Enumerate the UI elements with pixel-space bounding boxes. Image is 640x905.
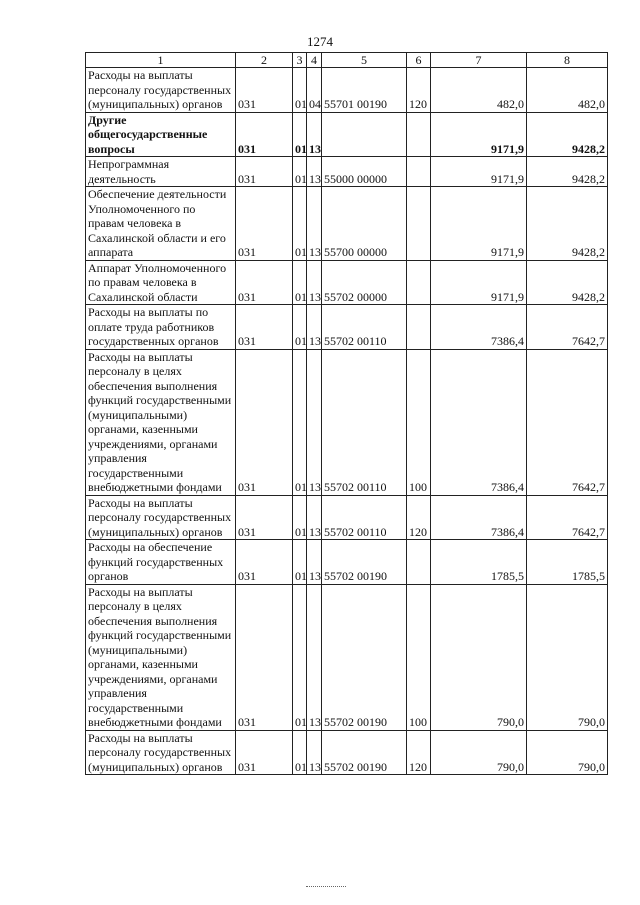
row-amount-year-1: 9171,9 — [431, 260, 527, 305]
header-col-1: 1 — [86, 53, 236, 68]
row-code-ministry: 031 — [236, 260, 293, 305]
row-name: Аппарат Уполномоченного по правам человека в Сахалинской области — [86, 260, 236, 305]
table-row — [86, 349, 608, 495]
row-code-section: 01 — [293, 112, 307, 157]
row-code-section: 01 — [293, 495, 307, 540]
row-code-subsection: 13 — [307, 349, 322, 495]
row-code-ministry: 031 — [236, 349, 293, 495]
table-row — [86, 68, 608, 113]
table-row — [86, 730, 608, 775]
row-amount-year-2: 7642,7 — [527, 349, 608, 495]
row-code-expense-type — [407, 157, 431, 187]
row-code-subsection: 13 — [307, 187, 322, 261]
row-amount-year-1: 9171,9 — [431, 157, 527, 187]
row-amount-year-1: 1785,5 — [431, 540, 527, 585]
table-row — [86, 305, 608, 350]
row-amount-year-2: 7642,7 — [527, 495, 608, 540]
row-code-ministry: 031 — [236, 68, 293, 113]
row-code-ministry: 031 — [236, 112, 293, 157]
row-amount-year-1: 9171,9 — [431, 187, 527, 261]
row-code-target: 55702 00110 — [322, 305, 407, 350]
row-code-target: 55702 00110 — [322, 349, 407, 495]
row-code-expense-type — [407, 112, 431, 157]
row-code-expense-type — [407, 187, 431, 261]
row-code-subsection: 13 — [307, 540, 322, 585]
header-col-3: 3 — [293, 53, 307, 68]
row-code-expense-type: 100 — [407, 584, 431, 730]
row-name: Расходы на выплаты по оплате труда работников государственных органов — [86, 305, 236, 350]
row-code-target: 55702 00110 — [322, 495, 407, 540]
row-code-subsection: 13 — [307, 157, 322, 187]
row-code-section: 01 — [293, 157, 307, 187]
row-code-target: 55702 00000 — [322, 260, 407, 305]
row-amount-year-1: 9171,9 — [431, 112, 527, 157]
row-amount-year-1: 790,0 — [431, 584, 527, 730]
row-code-target: 55000 00000 — [322, 157, 407, 187]
row-code-subsection: 13 — [307, 305, 322, 350]
row-amount-year-2: 790,0 — [527, 730, 608, 775]
row-code-section: 01 — [293, 540, 307, 585]
row-code-section: 01 — [293, 349, 307, 495]
row-name: Непрограммная деятельность — [86, 157, 236, 187]
table-row — [86, 584, 608, 730]
page-number: 1274 — [307, 34, 333, 49]
header-row — [86, 53, 608, 68]
row-name: Расходы на выплаты персоналу государственных (муниципальных) органов — [86, 730, 236, 775]
header-col-5: 5 — [322, 53, 407, 68]
row-name: Расходы на обеспечение функций государственных органов — [86, 540, 236, 585]
row-code-expense-type — [407, 260, 431, 305]
table-row — [86, 260, 608, 305]
row-code-expense-type: 100 — [407, 349, 431, 495]
row-amount-year-2: 9428,2 — [527, 187, 608, 261]
row-code-expense-type — [407, 540, 431, 585]
table-row — [86, 157, 608, 187]
row-amount-year-2: 1785,5 — [527, 540, 608, 585]
row-name: Другие общегосударственные вопросы — [86, 112, 236, 157]
row-code-target: 55700 00000 — [322, 187, 407, 261]
row-amount-year-2: 9428,2 — [527, 260, 608, 305]
row-amount-year-2: 482,0 — [527, 68, 608, 113]
row-amount-year-2: 7642,7 — [527, 305, 608, 350]
row-code-subsection: 13 — [307, 495, 322, 540]
row-name: Расходы на выплаты персоналу в целях обеспечения выполнения функций государственными (муниципальными) органами, казенными учреждениями, органами управления государственными внебюджетными фондами — [86, 349, 236, 495]
footer-mark — [306, 886, 346, 893]
table-row — [86, 540, 608, 585]
row-code-subsection: 04 — [307, 68, 322, 113]
header-col-4: 4 — [307, 53, 322, 68]
row-amount-year-2: 790,0 — [527, 584, 608, 730]
row-code-ministry: 031 — [236, 584, 293, 730]
row-amount-year-2: 9428,2 — [527, 157, 608, 187]
row-code-expense-type: 120 — [407, 68, 431, 113]
table-row — [86, 495, 608, 540]
row-code-section: 01 — [293, 730, 307, 775]
row-code-ministry: 031 — [236, 305, 293, 350]
row-code-expense-type: 120 — [407, 730, 431, 775]
row-code-target: 55702 00190 — [322, 584, 407, 730]
row-name: Расходы на выплаты персоналу в целях обеспечения выполнения функций государственными (муниципальными) органами, казенными учреждениями, органами управления государственными внебюджетными фондами — [86, 584, 236, 730]
row-code-section: 01 — [293, 187, 307, 261]
row-amount-year-1: 7386,4 — [431, 495, 527, 540]
table-row — [86, 187, 608, 261]
table-body — [86, 68, 608, 775]
row-amount-year-1: 7386,4 — [431, 349, 527, 495]
row-name: Расходы на выплаты персоналу государственных (муниципальных) органов — [86, 495, 236, 540]
row-name: Обеспечение деятельности Уполномоченного по правам человека в Сахалинской области и его аппарата — [86, 187, 236, 261]
table-row — [86, 112, 608, 157]
row-code-section: 01 — [293, 584, 307, 730]
row-code-expense-type — [407, 305, 431, 350]
row-code-expense-type: 120 — [407, 495, 431, 540]
row-code-ministry: 031 — [236, 540, 293, 585]
row-code-target: 55702 00190 — [322, 730, 407, 775]
row-code-ministry: 031 — [236, 187, 293, 261]
budget-table — [85, 52, 608, 775]
row-code-target — [322, 112, 407, 157]
row-code-ministry: 031 — [236, 495, 293, 540]
row-code-ministry: 031 — [236, 157, 293, 187]
row-code-target: 55702 00190 — [322, 540, 407, 585]
row-amount-year-1: 7386,4 — [431, 305, 527, 350]
row-name: Расходы на выплаты персоналу государственных (муниципальных) органов — [86, 68, 236, 113]
row-code-subsection: 13 — [307, 584, 322, 730]
header-col-8: 8 — [527, 53, 608, 68]
row-code-subsection: 13 — [307, 112, 322, 157]
header-col-6: 6 — [407, 53, 431, 68]
row-code-subsection: 13 — [307, 260, 322, 305]
header-col-2: 2 — [236, 53, 293, 68]
row-amount-year-1: 790,0 — [431, 730, 527, 775]
row-code-section: 01 — [293, 305, 307, 350]
row-code-section: 01 — [293, 68, 307, 113]
header-col-7: 7 — [431, 53, 527, 68]
row-code-target: 55701 00190 — [322, 68, 407, 113]
row-code-ministry: 031 — [236, 730, 293, 775]
row-amount-year-1: 482,0 — [431, 68, 527, 113]
row-code-subsection: 13 — [307, 730, 322, 775]
row-code-section: 01 — [293, 260, 307, 305]
row-amount-year-2: 9428,2 — [527, 112, 608, 157]
